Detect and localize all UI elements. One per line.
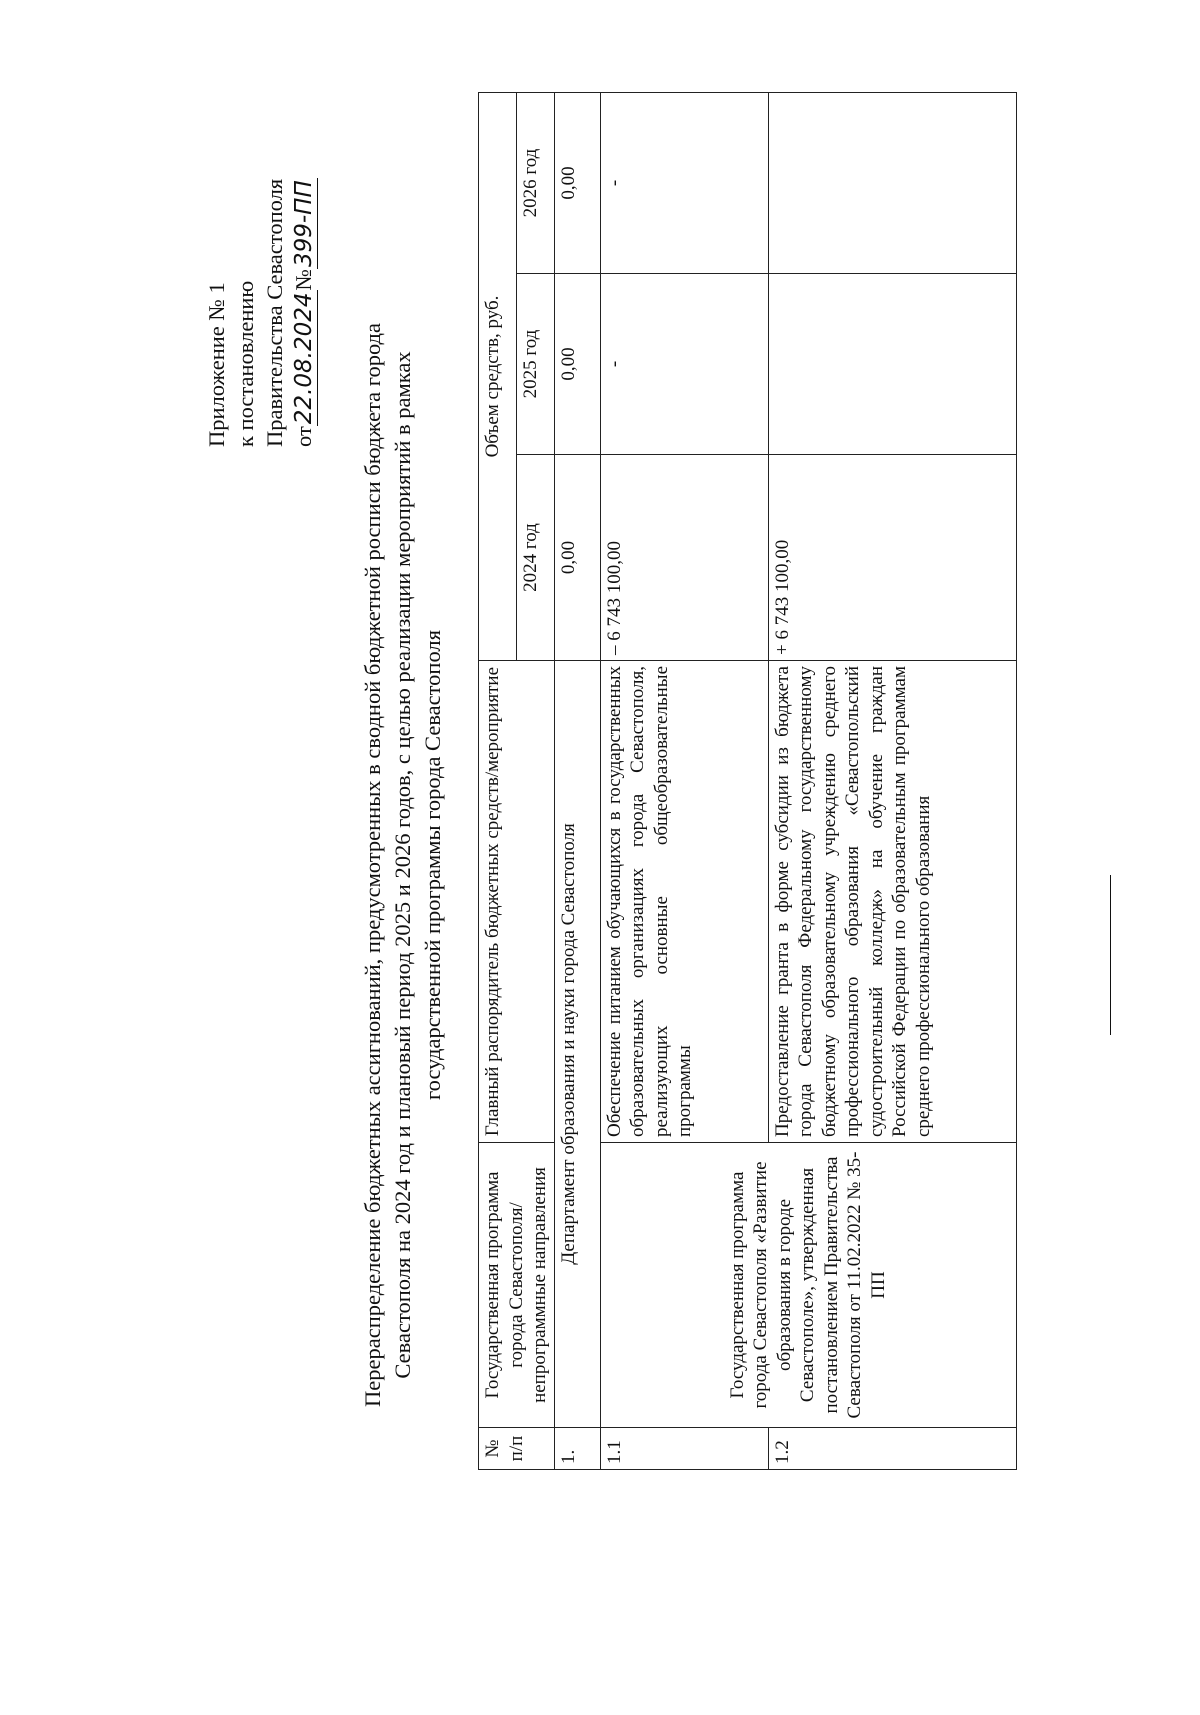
appendix-title: Приложение № 1 (204, 282, 229, 447)
handwritten-number: 399-ПП (291, 180, 317, 268)
appendix-government: Правительства Севастополя (262, 178, 287, 447)
row-2026 (768, 92, 1016, 273)
header-2026: 2026 год (516, 92, 554, 273)
handwritten-date: 22.08.2024 (291, 292, 317, 425)
closing-line (1110, 875, 1111, 1035)
row-2026: - (600, 92, 768, 273)
row-2025: - (600, 274, 768, 455)
section-name: Департамент образования и науки города Севастополя (554, 661, 600, 1428)
header-2024: 2024 год (516, 455, 554, 661)
allocation-table (478, 92, 1017, 1470)
row-activity: Обеспечение питанием обучающихся в государственных образовательных организациях города Севастополя, реализующих основные общеобразовательные программы (600, 661, 768, 1143)
header-2025: 2025 год (516, 274, 554, 455)
title-line-1: Перераспределение бюджетных ассигнований, предусмотренных в сводной бюджетной росписи бюджета города (360, 323, 385, 1407)
number-prefix: № (291, 269, 316, 291)
section-2024: 0,00 (554, 455, 600, 661)
table-row (600, 92, 768, 1469)
header-program: Государственная программа города Севастополя/непрограммные направления (479, 1143, 555, 1428)
header-manager: Главный распорядитель бюджетных средств/мероприятие (479, 661, 555, 1143)
row-2024: + 6 743 100,00 (768, 455, 1016, 661)
row-num: 1.1 (600, 1428, 768, 1470)
header-num: № п/п (479, 1428, 555, 1470)
section-2025: 0,00 (554, 274, 600, 455)
section-row (554, 92, 600, 1469)
row-2025 (768, 274, 1016, 455)
title-line-3: государственной программы города Севастополя (420, 630, 445, 1100)
header-amount: Объем средств, руб. (479, 92, 517, 660)
appendix-date-line (289, 117, 319, 447)
section-num: 1. (554, 1428, 600, 1470)
section-2026: 0,00 (554, 92, 600, 273)
row-num: 1.2 (768, 1428, 1016, 1470)
row-2024: – 6 743 100,00 (600, 455, 768, 661)
appendix-resolution: к постановлению (233, 280, 258, 447)
document-title (358, 205, 448, 1525)
title-line-2: Севастополя на 2024 год и плановый период 2025 и 2026 годов, с целью реализации мероприятий в рамках (390, 351, 415, 1379)
row-activity: Предоставление гранта в форме субсидии из бюджета города Севастополя Федеральному государственному бюджетному образовательному учреждению среднего профессионального образования «Севастопольский судостроительный колледж» на обучение граждан Российской Федерации по образовательным программам среднего профессионального образования (768, 661, 1016, 1143)
header-row (479, 92, 517, 1469)
appendix-block (202, 117, 319, 447)
program-name: Государственная программа города Севастополя «Развитие образования в городе Севастополе», утвержденная постановлением Правительства Севастополя от 11.02.2022 № 35-ПП (600, 1143, 1016, 1428)
date-prefix: от (291, 426, 316, 447)
